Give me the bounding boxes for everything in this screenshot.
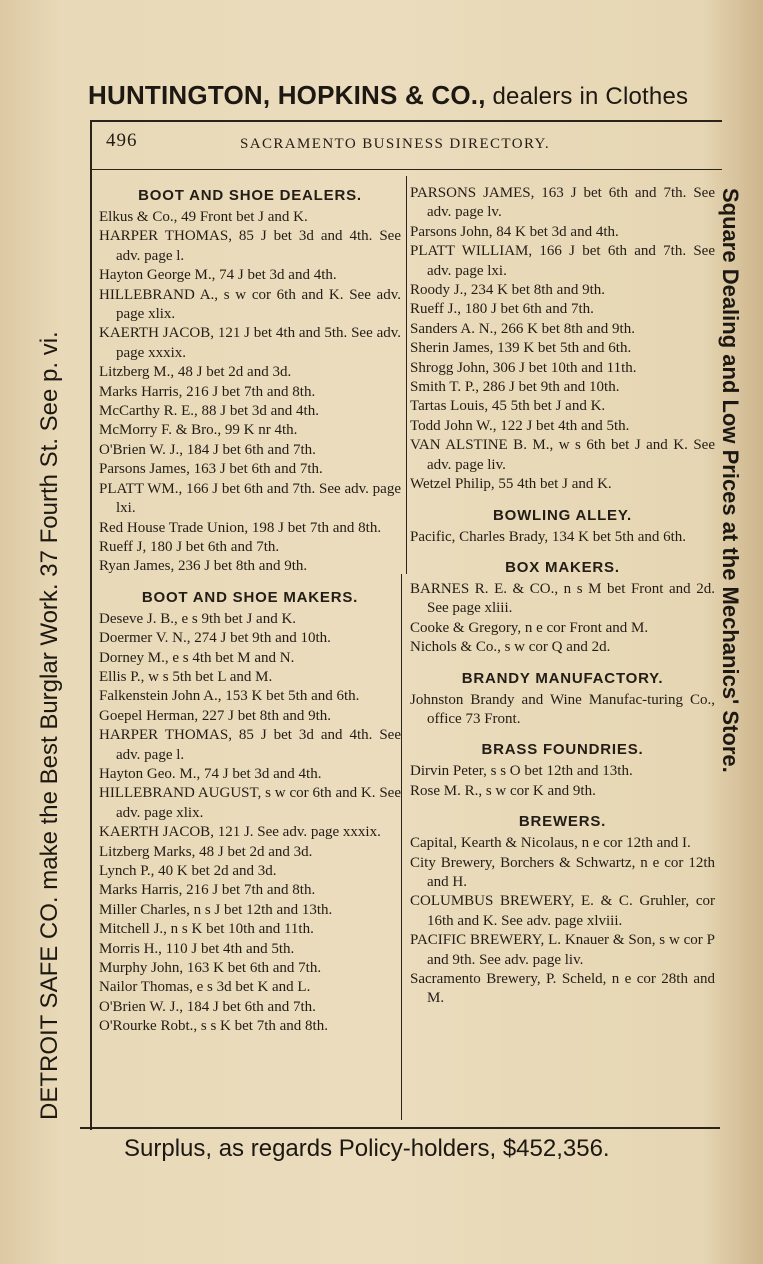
directory-entry: Miller Charles, n s J bet 12th and 13th. (99, 901, 333, 918)
running-head: SACRAMENTO BUSINESS DIRECTORY. (240, 136, 550, 152)
header-rule (90, 169, 722, 170)
section-heading: BOOT AND SHOE DEALERS. (138, 187, 362, 204)
directory-entry: Shrogg John, 306 J bet 10th and 11th. (410, 359, 637, 376)
directory-entry: O'Rourke Robt., s s K bet 7th and 8th. (99, 1018, 328, 1035)
directory-section (410, 504, 715, 547)
directory-entry: Pacific, Charles Brady, 134 K bet 5th and 6th. (410, 528, 687, 545)
directory-entry: Murphy John, 163 K bet 6th and 7th. (99, 960, 322, 977)
column-divider (401, 574, 402, 1120)
directory-entry: Doermer V. N., 274 J bet 9th and 10th. (99, 630, 331, 647)
directory-entry: Johnston Brandy and Wine Manufac-turing Co., office 73 Front. (410, 691, 715, 727)
directory-entry: Rueff J, 180 J bet 6th and 7th. (99, 538, 280, 555)
directory-entry: Smith T. P., 286 J bet 9th and 10th. (410, 379, 620, 396)
directory-entry: Hayton Geo. M., 74 J bet 3d and 4th. (99, 765, 322, 782)
directory-entry: Morris H., 110 J bet 4th and 5th. (99, 940, 295, 957)
directory-entry: McCarthy R. E., 88 J bet 3d and 4th. (99, 403, 319, 420)
bottom-advertisement: Surplus, as regards Policy-holders, $452,356. (124, 1135, 610, 1162)
directory-entry: PLATT WM., 166 J bet 6th and 7th. See adv. page lxi. (99, 480, 401, 517)
directory-entry: City Brewery, Borchers & Schwartz, n e cor 12th and H. (410, 854, 715, 890)
top-advertisement (88, 80, 728, 111)
directory-entry: O'Brien W. J., 184 J bet 6th and 7th. (99, 998, 316, 1015)
directory-entry: Elkus & Co., 49 Front bet J and K. (99, 209, 308, 225)
directory-entry: VAN ALSTINE B. M., w s 6th bet J and K. See adv. page liv. (410, 437, 715, 473)
directory-entry: Capital, Kearth & Nicolaus, n e cor 12th and I. (410, 835, 691, 852)
section-heading: BREWERS. (518, 813, 607, 831)
left-column (99, 184, 401, 1037)
directory-entry: HARPER THOMAS, 85 J bet 3d and 4th. See adv. page l. (99, 727, 401, 763)
directory-entry: Dirvin Peter, s s O bet 12th and 13th. (410, 763, 633, 780)
directory-section (410, 556, 715, 658)
directory-entry: Wetzel Philip, 55 4th bet J and K. (410, 476, 612, 493)
directory-entry: Litzberg Marks, 48 J bet 2d and 3d. (99, 843, 313, 860)
directory-entry: KAERTH JACOB, 121 J bet 4th and 5th. See adv. page xxxix. (99, 325, 401, 361)
directory-entry: Rueff J., 180 J bet 6th and 7th. (410, 301, 594, 318)
directory-entry: Sherin James, 139 K bet 5th and 6th. (410, 340, 632, 357)
directory-section (410, 738, 715, 801)
directory-entry: Marks Harris, 216 J bet 7th and 8th. (99, 383, 316, 400)
directory-entry: PARSONS JAMES, 163 J bet 6th and 7th. See adv. page lv. (410, 185, 715, 221)
directory-entry: BARNES R. E. & CO., n s M bet Front and 2d. See page xliii. (410, 580, 715, 617)
directory-entry: Deseve J. B., e s 9th bet J and K. (99, 610, 297, 627)
right-column (410, 184, 715, 1009)
bottom-rule (80, 1127, 720, 1129)
directory-entry: HARPER THOMAS, 85 J bet 3d and 4th. See adv. page l. (99, 228, 401, 264)
directory-entry: Mitchell J., n s K bet 10th and 11th. (99, 921, 314, 938)
directory-entry: KAERTH JACOB, 121 J. See adv. page xxxix. (99, 824, 381, 841)
directory-entry: Sacramento Brewery, P. Scheld, n e cor 28th and M. (410, 971, 715, 1007)
column-divider (406, 176, 407, 574)
left-advertisement: DETROIT SAFE CO. make the Best Burglar Work. 37 Fourth St. See p. vi. (36, 331, 63, 1120)
directory-section (410, 810, 715, 1009)
directory-entry: PACIFIC BREWERY, L. Knauer & Son, s w cor P and 9th. See adv. page liv. (410, 932, 715, 968)
directory-entry: Ellis P., w s 5th bet L and M. (99, 668, 273, 685)
directory-entry: PLATT WILLIAM, 166 J bet 6th and 7th. See adv. page lxi. (410, 243, 715, 279)
section-heading: BOX MAKERS. (505, 558, 620, 576)
directory-entry: Lynch P., 40 K bet 2d and 3d. (99, 863, 277, 879)
directory-entry: Litzberg M., 48 J bet 2d and 3d. (99, 364, 292, 381)
directory-entry: Rose M. R., s w cor K and 9th. (410, 782, 596, 799)
right-advertisement: Square Dealing and Low Prices at the Mechanics' Store. (718, 188, 743, 773)
directory-entry: Roody J., 234 K bet 8th and 9th. (410, 282, 605, 299)
directory-entry: Falkenstein John A., 153 K bet 5th and 6th. (99, 688, 360, 705)
directory-entry: Todd John W., 122 J bet 4th and 5th. (410, 417, 630, 434)
directory-entry: Dorney M., e s 4th bet M and N. (99, 649, 295, 666)
directory-section (410, 184, 715, 495)
directory-entry: HILLEBRAND AUGUST, s w cor 6th and K. See adv. page xlix. (99, 785, 401, 821)
directory-section (99, 184, 401, 577)
directory-entry: Marks Harris, 216 J bet 7th and 8th. (99, 882, 316, 899)
directory-entry: Ryan James, 236 J bet 8th and 9th. (99, 558, 308, 575)
directory-entry: McMorry F. & Bro., 99 K nr 4th. (99, 422, 298, 439)
top-ad-text: dealers in Clothes (492, 83, 689, 110)
directory-entry: Tartas Louis, 45 5th bet J and K. (410, 398, 606, 415)
section-heading: BOOT AND SHOE MAKERS. (141, 588, 359, 606)
section-heading: BRANDY MANUFACTORY. (461, 669, 664, 687)
directory-entry: Parsons James, 163 J bet 6th and 7th. (99, 461, 323, 478)
directory-section (410, 667, 715, 730)
directory-entry: Sanders A. N., 266 K bet 8th and 9th. (410, 320, 635, 337)
section-heading: BRASS FOUNDRIES. (481, 741, 644, 759)
directory-entry: Parsons John, 84 K bet 3d and 4th. (410, 223, 619, 240)
directory-entry: Goepel Herman, 227 J bet 8th and 9th. (99, 707, 332, 724)
top-ad-company: HUNTINGTON, HOPKINS & CO., (88, 80, 486, 110)
directory-entry: Nichols & Co., s w cor Q and 2d. (410, 639, 611, 656)
directory-entry: O'Brien W. J., 184 J bet 6th and 7th. (99, 441, 316, 458)
directory-entry: Cooke & Gregory, n e cor Front and M. (410, 619, 649, 636)
directory-section (99, 586, 401, 1037)
directory-entry: HILLEBRAND A., s w cor 6th and K. See adv. page xlix. (99, 286, 401, 323)
directory-entry: COLUMBUS BREWERY, E. & C. Gruhler, cor 16th and K. See adv. page xlviii. (410, 893, 715, 929)
directory-entry: Red House Trade Union, 198 J bet 7th and 8th. (99, 519, 382, 536)
section-heading: BOWLING ALLEY. (493, 506, 632, 524)
page-number: 496 (106, 130, 138, 151)
directory-entry: Hayton George M., 74 J bet 3d and 4th. (99, 267, 337, 284)
directory-entry: Nailor Thomas, e s 3d bet K and L. (99, 979, 311, 996)
